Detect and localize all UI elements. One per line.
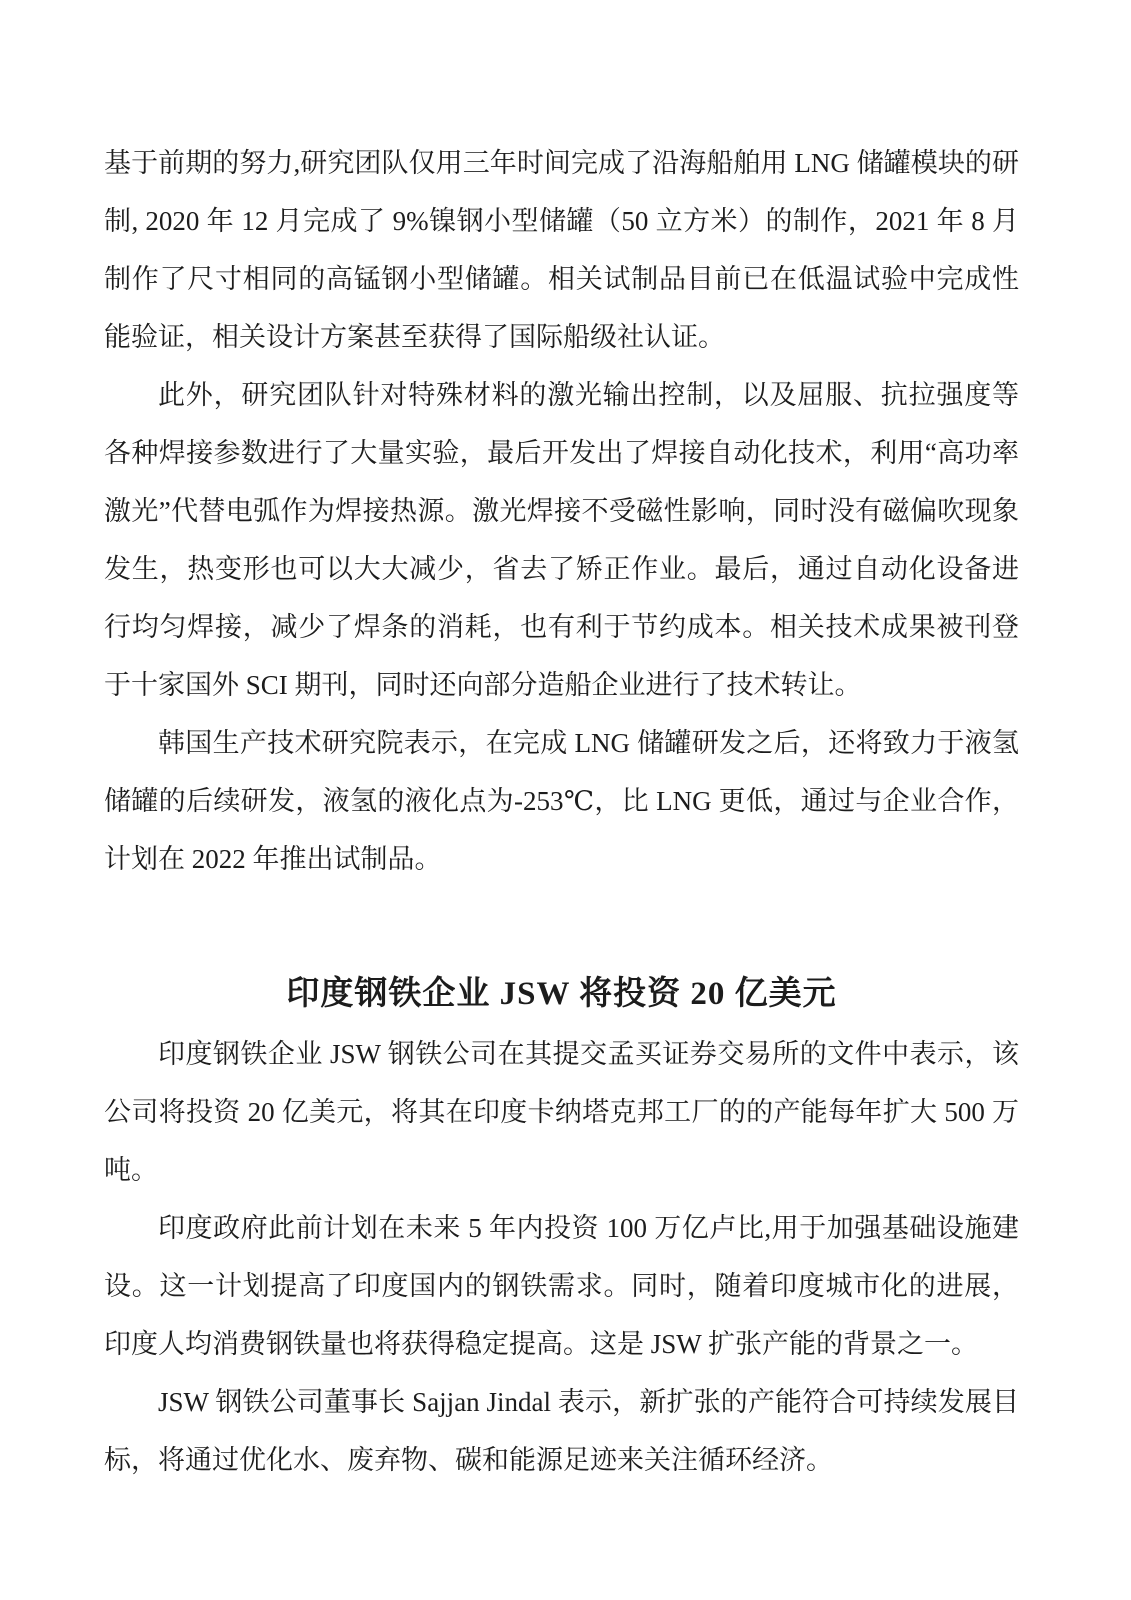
paragraph-lng-research-2: 此外，研究团队针对特殊材料的激光输出控制，以及屈服、抗拉强度等各种焊接参数进行了大量实验，最后开发出了焊接自动化技术，利用“高功率激光”代替电弧作为焊接热源。激光焊接不受磁性影响，同时没有磁偏吹现象发生，热变形也可以大大减少，省去了矫正作业。最后，通过自动化设备进行均匀焊接，减少了焊条的消耗，也有利于节约成本。相关技术成果被刊登于十家国外 SCI 期刊，同时还向部分造船企业进行了技术转让。: [104, 380, 1019, 700]
paragraph-jsw-1: 印度钢铁企业 JSW 钢铁公司在其提交孟买证券交易所的文件中表示，该公司将投资 20 亿美元，将其在印度卡纳塔克邦工厂的的产能每年扩大 500 万吨。: [104, 1039, 1019, 1185]
paragraph-lng-research-3: 韩国生产技术研究院表示，在完成 LNG 储罐研发之后，还将致力于液氢储罐的后续研发，液氢的液化点为-253℃，比 LNG 更低，通过与企业合作，计划在 2022 年推出试制品。: [104, 728, 1019, 874]
paragraph-lng-research-1: 基于前期的努力,研究团队仅用三年时间完成了沿海船舶用 LNG 储罐模块的研制, 2020 年 12 月完成了 9%镍钢小型储罐（50 立方米）的制作，2021 年 8 月制作了尺寸相同的高锰钢小型储罐。相关试制品目前已在低温试验中完成性能验证，相关设计方案甚至获得了国际船级社认证。: [104, 148, 1019, 352]
article-title-jsw-investment: 印度钢铁企业 JSW 将投资 20 亿美元: [286, 976, 837, 1012]
paragraph-jsw-2: 印度政府此前计划在未来 5 年内投资 100 万亿卢比,用于加强基础设施建设。这一计划提高了印度国内的钢铁需求。同时，随着印度城市化的进展，印度人均消费钢铁量也将获得稳定提高。这是 JSW 扩张产能的背景之一。: [104, 1213, 1019, 1359]
paragraph-jsw-3: JSW 钢铁公司董事长 Sajjan Jindal 表示，新扩张的产能符合可持续发展目标，将通过优化水、废弃物、碳和能源足迹来关注循环经济。: [104, 1387, 1019, 1475]
